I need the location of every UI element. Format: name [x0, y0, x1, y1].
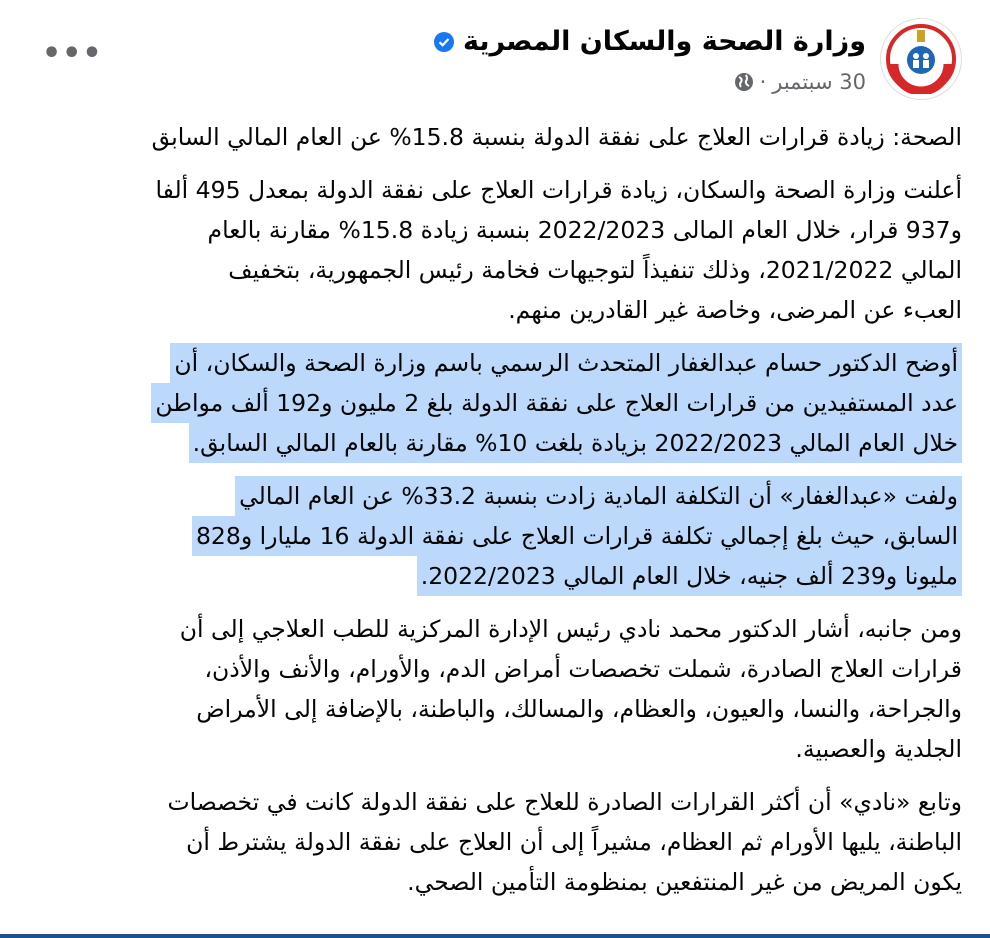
highlighted-paragraph	[28, 343, 962, 463]
meta-separator: ·	[759, 70, 767, 94]
text-line-content: مليونا و239 ألف جنيه، خلال العام المالي 2022/2023.	[417, 556, 962, 596]
text-line-content: أعلنت وزارة الصحة والسكان، زيادة قرارات العلاج على نفقة الدولة بمعدل 495 ألفا	[155, 176, 962, 204]
ellipsis-icon: •••	[42, 36, 103, 71]
more-options-button[interactable]	[42, 36, 103, 71]
paragraph	[28, 782, 962, 902]
text-line-content: خلال العام المالي 2022/2023 بزيادة بلغت 10% مقارنة بالعام المالي السابق.	[189, 423, 962, 463]
text-line-content: قرارات العلاج الصادرة، شملت تخصصات أمراض الدم، والأورام، والأنف والأذن،	[204, 655, 962, 683]
paragraph	[28, 609, 962, 769]
text-line-content: والجراحة، والنسا، والعيون، والعظام، والمسالك، والباطنة، بالإضافة إلى الأمراض	[196, 695, 962, 723]
text-line-content: يكون المريض من غير المنتفعين بمنظومة التأمين الصحي.	[407, 868, 962, 896]
text-line-content: ومن جانبه، أشار الدكتور محمد نادي رئيس الإدارة المركزية للطب العلاجي إلى أن	[179, 615, 962, 643]
post-date-link[interactable]: 30 سبتمبر	[772, 70, 866, 94]
text-line	[28, 822, 962, 862]
text-line	[28, 343, 962, 383]
page-name-link[interactable]: وزارة الصحة والسكان المصرية	[462, 26, 866, 57]
text-line	[28, 556, 962, 596]
text-line	[28, 210, 962, 250]
ministry-logo-icon	[886, 24, 956, 94]
text-line-content: السابق، حيث بلغ إجمالي تكلفة قرارات العلاج على نفقة الدولة 16 مليارا و828	[192, 516, 962, 556]
post-text	[28, 117, 962, 915]
text-line-content: الجلدية والعصبية.	[795, 735, 962, 763]
text-line	[28, 117, 962, 157]
text-line-content: أوضح الدكتور حسام عبدالغفار المتحدث الرسمي باسم وزارة الصحة والسكان، أن	[170, 343, 962, 383]
text-line-content: وتابع «نادي» أن أكثر القرارات الصادرة للعلاج على نفقة الدولة كانت في تخصصات	[167, 788, 962, 816]
text-line-content: ولفت «عبدالغفار» أن التكلفة المادية زادت بنسبة 33.2% عن العام المالي	[235, 476, 962, 516]
text-line-content: و937 قرار، خلال العام المالى 2022/2023 بنسبة زيادة 15.8% مقارنة بالعام	[207, 216, 962, 244]
page-avatar[interactable]	[880, 18, 962, 100]
text-line-content: الباطنة، يليها الأورام ثم العظام، مشيراً إلى أن العلاج على نفقة الدولة يشترط أن	[186, 828, 962, 856]
paragraph	[28, 117, 962, 157]
text-line	[28, 609, 962, 649]
text-line	[28, 290, 962, 330]
text-line	[28, 729, 962, 769]
text-line	[28, 862, 962, 902]
text-line	[28, 689, 962, 729]
globe-icon[interactable]	[734, 72, 754, 92]
text-line	[28, 383, 962, 423]
verified-badge-icon	[433, 31, 455, 53]
text-line-content: العبء عن المرضى، وخاصة غير القادرين منهم.	[508, 296, 962, 324]
text-line	[28, 423, 962, 463]
text-line	[28, 250, 962, 290]
text-line	[28, 516, 962, 556]
text-line-content: عدد المستفيدين من قرارات العلاج على نفقة الدولة بلغ 2 مليون و192 ألف مواطن	[151, 383, 962, 423]
post-header	[28, 18, 962, 108]
paragraph	[28, 170, 962, 330]
text-line	[28, 649, 962, 689]
highlighted-paragraph	[28, 476, 962, 596]
text-line	[28, 782, 962, 822]
bottom-border	[0, 934, 990, 938]
text-line-content: الصحة: زيادة قرارات العلاج على نفقة الدولة بنسبة 15.8% عن العام المالي السابق	[151, 123, 962, 151]
text-line	[28, 476, 962, 516]
text-line	[28, 170, 962, 210]
text-line-content: المالي 2021/2022، وذلك تنفيذاً لتوجيهات فخامة رئيس الجمهورية، بتخفيف	[228, 256, 962, 284]
